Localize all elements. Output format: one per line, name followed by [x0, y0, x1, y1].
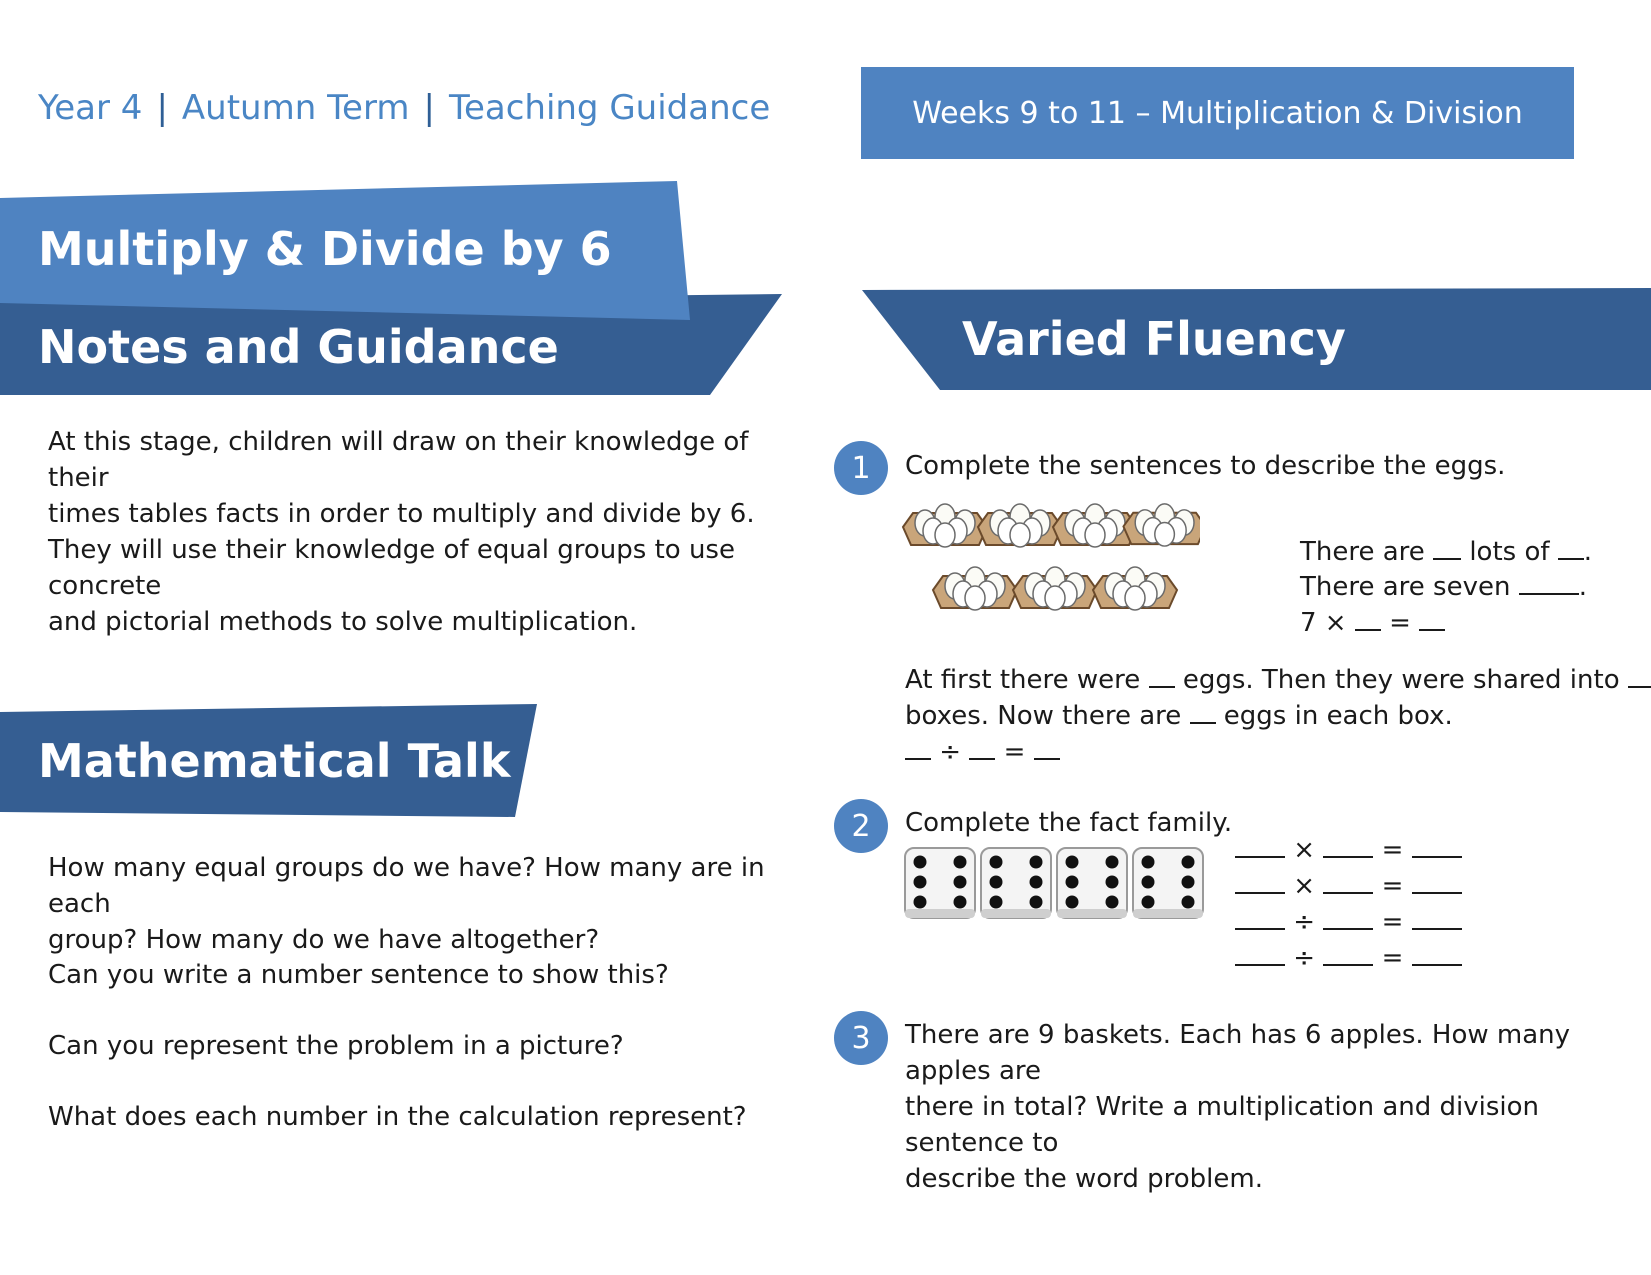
q1-sentence-1 — [1300, 534, 1592, 570]
divide-sign: ÷ — [1293, 943, 1316, 973]
divide-sign: ÷ — [939, 737, 962, 767]
blank[interactable] — [1412, 834, 1462, 858]
breadcrumb-separator: | — [423, 88, 435, 128]
q1-text: . — [1578, 572, 1587, 602]
q1-division-sentence — [905, 734, 1060, 770]
breadcrumb-year: Year 4 — [38, 88, 143, 128]
breadcrumb-guidance: Teaching Guidance — [448, 88, 771, 128]
blank[interactable] — [1412, 870, 1462, 894]
dice-six-icon — [981, 848, 1051, 918]
q1-text: eggs. Then they were shared into — [1182, 665, 1620, 695]
equals-sign: = — [1003, 737, 1026, 767]
blank[interactable] — [1235, 870, 1285, 894]
weeks-label: Weeks 9 to 11 – Multiplication & Division — [912, 95, 1523, 131]
breadcrumb — [38, 88, 770, 128]
question-number-3: 3 — [834, 1011, 888, 1065]
egg-box-icon — [1123, 504, 1200, 546]
blank[interactable] — [1235, 834, 1285, 858]
multiply-sign: × — [1293, 835, 1316, 865]
breadcrumb-term: Autumn Term — [181, 88, 410, 128]
breadcrumb-separator: | — [156, 88, 168, 128]
equals-sign: = — [1381, 907, 1404, 937]
fact-family — [1235, 834, 1462, 978]
q1-text: lots of — [1469, 537, 1550, 567]
blank[interactable] — [1519, 571, 1579, 595]
blank[interactable] — [1323, 942, 1373, 966]
weeks-header — [861, 67, 1574, 159]
blank[interactable] — [905, 736, 931, 760]
talk-heading: Mathematical Talk — [38, 734, 511, 788]
blank[interactable] — [1323, 906, 1373, 930]
q1-text: At first there were — [905, 665, 1141, 695]
q1-text: = — [1389, 608, 1411, 638]
fluency-heading: Varied Fluency — [962, 312, 1346, 366]
multiply-sign: × — [1293, 871, 1316, 901]
blank[interactable] — [1190, 700, 1216, 724]
question-number-2: 2 — [834, 799, 888, 853]
blank[interactable] — [1235, 942, 1285, 966]
q1-sentence-2 — [1300, 569, 1587, 605]
q1-text: . — [1583, 537, 1593, 567]
blank[interactable] — [1558, 536, 1584, 560]
q1-text: 7 × — [1300, 608, 1347, 638]
talk-question-1 — [48, 850, 788, 958]
blank[interactable] — [1433, 536, 1461, 560]
fact-row — [1235, 906, 1462, 942]
notes-line: and pictorial methods to solve multiplication. — [48, 607, 638, 637]
blank[interactable] — [1419, 607, 1445, 631]
equals-sign: = — [1381, 943, 1404, 973]
fact-row — [1235, 870, 1462, 906]
dice-six-icon — [1133, 848, 1203, 918]
fact-row — [1235, 834, 1462, 870]
talk-question-3: Can you represent the problem in a picture? — [48, 1031, 624, 1061]
notes-line: At this stage, children will draw on their knowledge of their — [48, 427, 749, 493]
talk-question-4: What does each number in the calculation represent? — [48, 1102, 747, 1132]
fact-row — [1235, 942, 1462, 978]
talk-line: group? How many do we have altogether? — [48, 925, 600, 955]
notes-heading: Notes and Guidance — [38, 320, 559, 374]
q1-text: There are — [1300, 537, 1425, 567]
notes-line: times tables facts in order to multiply and divide by 6. — [48, 499, 755, 529]
blank[interactable] — [1355, 607, 1381, 631]
q1-text: boxes. Now there are — [905, 701, 1182, 731]
q2-prompt: Complete the fact family. — [905, 808, 1233, 838]
q1-text: There are seven — [1300, 572, 1511, 602]
q1-paragraph-line-2 — [905, 698, 1453, 734]
q1-sentence-3 — [1300, 605, 1445, 641]
egg-box-icon — [1093, 567, 1177, 610]
egg-box-icon — [903, 504, 987, 547]
question-number-1: 1 — [834, 441, 888, 495]
egg-box-icon — [933, 567, 1017, 610]
notes-text — [48, 424, 788, 640]
blank[interactable] — [1149, 664, 1175, 688]
q1-paragraph-line-1 — [905, 662, 1651, 698]
dice-image — [902, 845, 1207, 925]
blank[interactable] — [1412, 942, 1462, 966]
q3-line: There are 9 baskets. Each has 6 apples. How many apples are — [905, 1020, 1571, 1086]
divide-sign: ÷ — [1293, 907, 1316, 937]
egg-boxes-image — [900, 500, 1200, 630]
blank[interactable] — [1628, 664, 1651, 688]
blank[interactable] — [1323, 870, 1373, 894]
dice-six-icon — [1057, 848, 1127, 918]
equals-sign: = — [1381, 871, 1404, 901]
q1-text: eggs in each box. — [1223, 701, 1453, 731]
q3-text — [905, 1017, 1625, 1197]
egg-box-icon — [1013, 567, 1097, 610]
notes-line: They will use their knowledge of equal groups to use concrete — [48, 535, 735, 601]
talk-line: How many equal groups do we have? How many are in each — [48, 853, 765, 919]
dice-six-icon — [905, 848, 975, 918]
q3-line: describe the word problem. — [905, 1164, 1263, 1194]
blank[interactable] — [1034, 736, 1060, 760]
q3-line: there in total? Write a multiplication and division sentence to — [905, 1092, 1540, 1158]
blank[interactable] — [1323, 834, 1373, 858]
q1-prompt: Complete the sentences to describe the eggs. — [905, 451, 1506, 481]
equals-sign: = — [1381, 835, 1404, 865]
egg-box-icon — [978, 504, 1062, 547]
page-title: Multiply & Divide by 6 — [38, 222, 612, 276]
blank[interactable] — [969, 736, 995, 760]
blank[interactable] — [1235, 906, 1285, 930]
talk-question-2: Can you write a number sentence to show this? — [48, 960, 669, 990]
blank[interactable] — [1412, 906, 1462, 930]
